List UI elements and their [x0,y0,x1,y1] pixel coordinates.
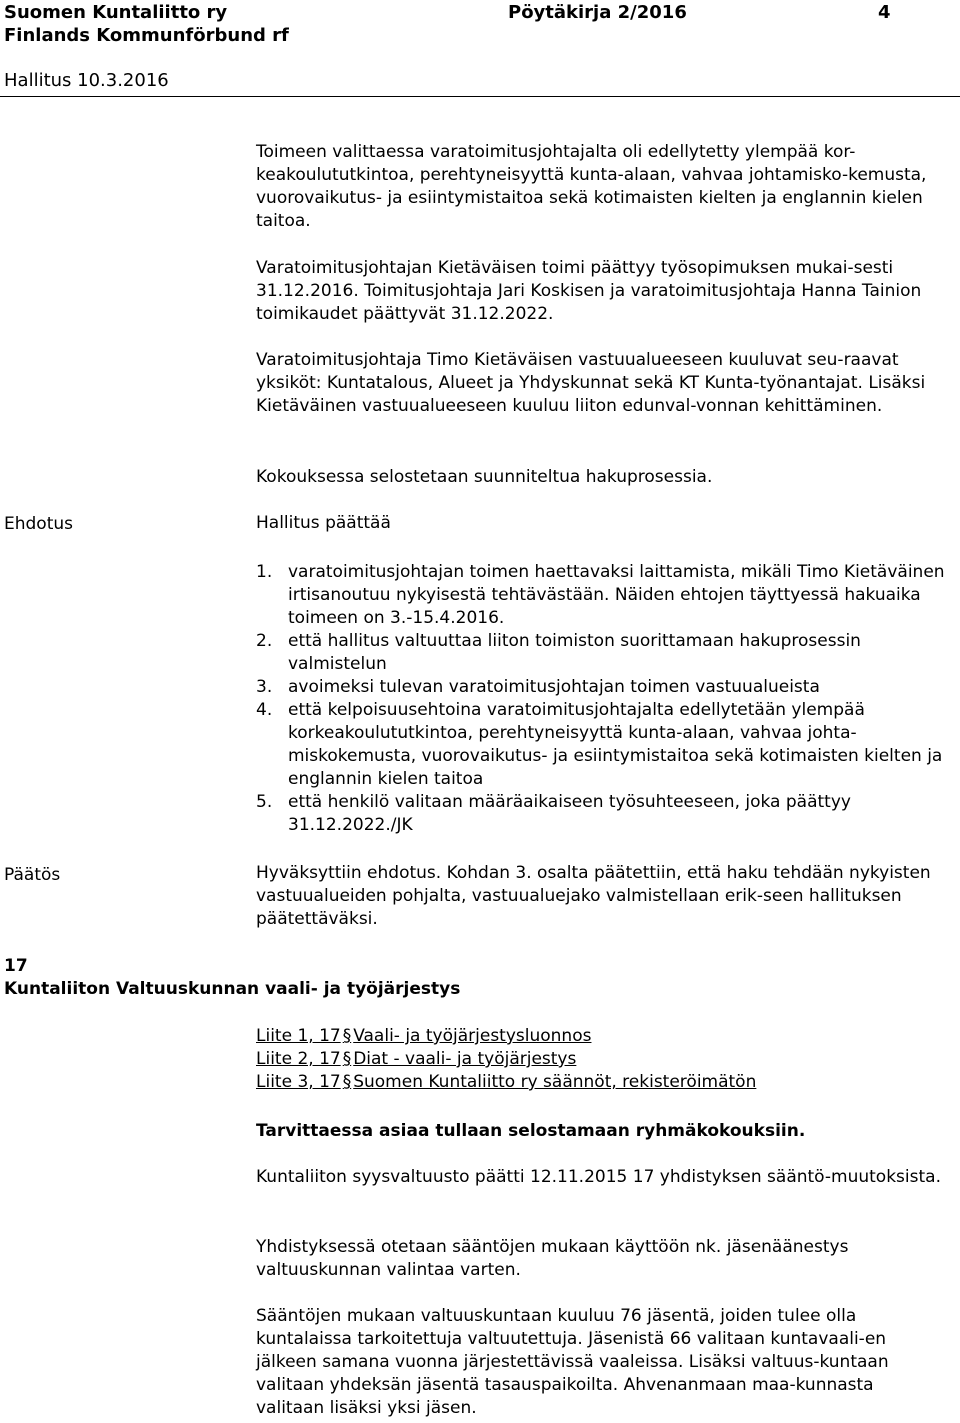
section-title: Kuntaliiton Valtuuskunnan vaali- ja työjärjestys [4,979,461,999]
section-paragraph-2: Yhdistyksessä otetaan sääntöjen mukaan käyttöön nk. jäsenäänestys valtuuskunnan valintaa varten. [256,1237,849,1280]
document-title: Pöytäkirja 2/2016 [508,2,687,23]
page-number: 4 [878,2,891,23]
decision-text: Hyväksyttiin ehdotus. Kohdan 3. osalta päätettiin, että haku tehdään nykyisten vastuualueiden pohjalta, vastuualuejako valmistellaan erik-seen hallituksen päätettäväksi. [256,863,931,929]
link-icon: § [342,1049,352,1069]
body-paragraph-2: Varatoimitusjohtajan Kietäväisen toimi päättyy työsopimuksen mukai-sesti 31.12.2016. Toimitusjohtaja Jari Koskisen ja varatoimitusjohtaja Hanna Tainion toimikaudet päättyvät 31.12.2022. [256,258,922,324]
list-item: 3. avoimeksi tulevan varatoimitusjohtajan toimen vastuualueista [256,677,820,697]
body-paragraph-4: Kokouksessa selostetaan suunniteltua hakuprosessia. [256,467,713,487]
body-paragraph-3: Varatoimitusjohtaja Timo Kietäväisen vastuualueeseen kuuluvat seu-raavat yksiköt: Kuntatalous, Alueet ja Yhdyskunnat sekä KT Kunta-työnantajat. Lisäksi Kietäväinen vastuualueeseen kuuluu liiton edunval-vonnan kehittäminen. [256,350,926,416]
meeting-date: Hallitus 10.3.2016 [4,70,169,91]
list-item: 5. että henkilö valitaan määräaikaiseen työsuhteeseen, joka päättyy 31.12.2022./JK [256,792,851,835]
attachment-link-1[interactable]: Liite 1, 17 § Vaali- ja työjärjestysluonnos [256,1026,592,1046]
link-icon: § [342,1072,352,1092]
section-paragraph-1: Kuntaliiton syysvaltuusto päätti 12.11.2015 17 yhdistyksen sääntö-muutoksista. [256,1167,941,1187]
list-item: 2. että hallitus valtuuttaa liiton toimiston suorittamaan hakuprosessin valmistelun [256,631,861,674]
list-item: 1. varatoimitusjohtajan toimen haettavaksi laittamista, mikäli Timo Kietäväinen irtisanoutuu nykyisestä tehtävästään. Näiden ehtojen täyttyessä hakuaika toimeen on 3.-15.4.2016. [256,562,945,628]
proposal-intro: Hallitus päättää [256,513,391,533]
attachment-link-2[interactable]: Liite 2, 17 § Diat - vaali- ja työjärjestys [256,1049,577,1069]
section-heading [4,955,460,1001]
decision-label: Päätös [4,865,61,885]
header-divider [0,96,960,97]
attachments-list [256,1025,946,1094]
proposal-list [256,561,946,837]
section-number: 17 [4,956,28,976]
list-item: 4. että kelpoisuusehtoina varatoimitusjohtajalta edellytetään ylempää korkeakoulututkintoa, perehtyneisyyttä kunta-alaan, vahvaa johta-miskokemusta, vuorovaikutus- ja esiintymistaitoa sekä kotimaisten kielten ja englannin kielen taitoa [256,700,943,789]
link-icon: § [342,1026,352,1046]
attachment-link-3[interactable]: Liite 3, 17 § Suomen Kuntaliitto ry säännöt, rekisteröimätön [256,1072,757,1092]
org-name-fi: Suomen Kuntaliitto ry [4,2,228,23]
org-name-sv: Finlands Kommunförbund rf [4,25,289,46]
proposal-label: Ehdotus [4,514,74,534]
section-note: Tarvittaessa asiaa tullaan selostamaan ryhmäkokouksiin. [256,1121,806,1141]
body-paragraph-1: Toimeen valittaessa varatoimitusjohtajalta oli edellytetty ylempää kor-keakoulututkintoa, perehtyneisyyttä kunta-alaan, vahvaa johtamisko-kemusta, vuorovaikutus- ja esiintymistaitoa sekä kotimaisten kielten ja englannin kielen taitoa. [256,142,927,231]
section-paragraph-3: Sääntöjen mukaan valtuuskuntaan kuuluu 76 jäsentä, joiden tulee olla kuntalaissa tarkoitettuja valtuutettuja. Jäsenistä 66 valitaan kuntavaali-en jälkeen samana vuonna järjestettävissä vaaleissa. Lisäksi valtuus-kuntaan valitaan yhdeksän jäsentä tasauspaikoilta. Ahvenanmaan maa-kunnasta valitaan lisäksi yksi jäsen. [256,1306,889,1418]
